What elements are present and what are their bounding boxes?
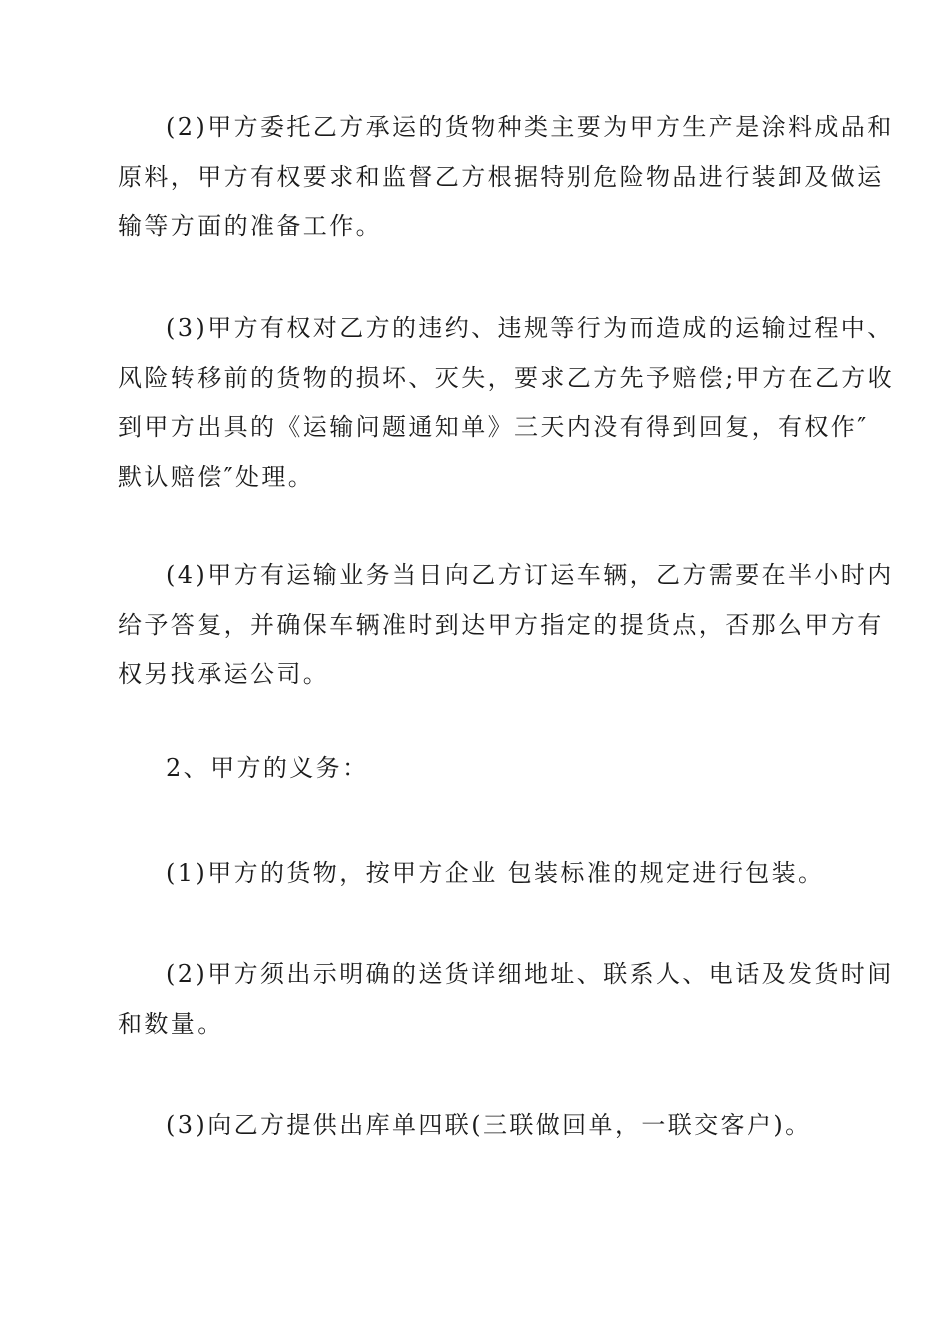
paragraph-line: (1)甲方的货物，按甲方企业 包装标准的规定进行包装。 xyxy=(166,859,825,887)
paragraph-line: 给予答复，并确保车辆准时到达甲方指定的提货点，否那么甲方有 xyxy=(118,610,884,639)
paragraph-p2 xyxy=(118,304,895,502)
paragraph-line: 2、甲方的义务： xyxy=(166,754,369,782)
paragraph-line: 权另找承运公司。 xyxy=(118,660,330,688)
paragraph-line: (3)向乙方提供出库单四联(三联做回单，一联交客户)。 xyxy=(166,1111,812,1139)
paragraph-p3 xyxy=(118,551,894,700)
paragraph-p7 xyxy=(118,1101,838,1151)
paragraph-p6 xyxy=(118,950,894,1049)
section-heading-obligations xyxy=(118,744,838,794)
paragraph-line: 和数量。 xyxy=(118,1009,224,1038)
paragraph-line: 风险转移前的货物的损坏、灭失，要求乙方先予赔偿;甲方在乙方收 xyxy=(118,363,895,392)
paragraph-line: 原料，甲方有权要求和监督乙方根据特别危险物品进行装卸及做运 xyxy=(118,162,884,191)
paragraph-line: 输等方面的准备工作。 xyxy=(118,212,382,240)
paragraph-line: 到甲方出具的《运输问题通知单》三天内没有得到回复，有权作″ xyxy=(118,413,869,441)
paragraph-line: 默认赔偿″处理。 xyxy=(118,462,315,491)
paragraph-line: (3)甲方有权对乙方的违约、违规等行为而造成的运输过程中、 xyxy=(166,314,894,342)
paragraph-p1 xyxy=(118,103,894,252)
paragraph-line: (2)甲方委托乙方承运的货物种类主要为甲方生产是涂料成品和 xyxy=(166,113,894,141)
paragraph-line: (2)甲方须出示明确的送货详细地址、联系人、电话及发货时间 xyxy=(166,960,894,988)
paragraph-line: (4)甲方有运输业务当日向乙方订运车辆，乙方需要在半小时内 xyxy=(166,561,894,589)
paragraph-p5 xyxy=(118,849,838,899)
